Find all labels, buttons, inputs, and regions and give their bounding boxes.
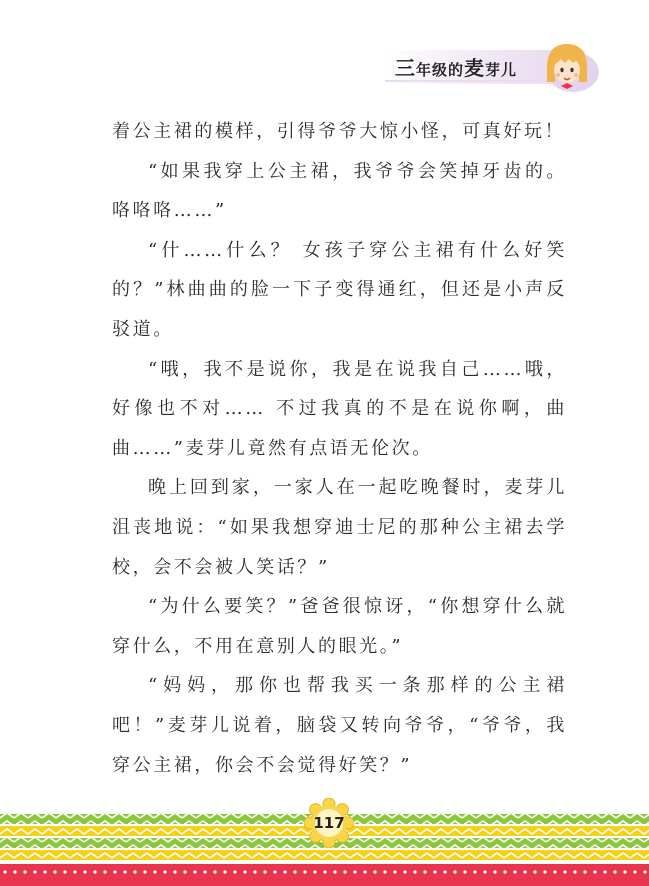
paragraph: “如果我穿上公主裙，我爷爷会笑掉牙齿的。咯咯咯……” bbox=[112, 160, 567, 222]
page-number: 117 bbox=[313, 814, 345, 832]
paragraph: “妈妈，那你也帮我买一条那样的公主裙吧！”麦芽儿说着，脑袋又转向爷爷，“爷爷，我穿公主裙，你会不会觉得好笑？” bbox=[112, 675, 567, 776]
story-text bbox=[112, 112, 567, 785]
paragraph: “什……什么？ 女孩子穿公主裙有什么好笑的？”林曲曲的脸一下子变得通红，但还是小声反驳道。 bbox=[112, 239, 567, 340]
girl-face-icon bbox=[533, 38, 601, 96]
book-title: 三年级的麦芽儿 bbox=[395, 56, 518, 80]
page-number-badge bbox=[304, 798, 354, 848]
paragraph: “为什么要笑？”爸爸很惊讶，“你想穿什么就穿什么，不用在意别人的眼光。” bbox=[112, 596, 567, 657]
book-header bbox=[385, 44, 603, 94]
paragraph: 晚上回到家，一家人在一起吃晚餐时，麦芽儿沮丧地说：“如果我想穿迪士尼的那种公主裙去学校，会不会被人笑话？” bbox=[112, 477, 567, 578]
paragraph: “哦，我不是说你，我是在说我自己……哦，好像也不对…… 不过我真的不是在说你啊，曲曲……”麦芽儿竟然有点语无伦次。 bbox=[112, 358, 567, 459]
paragraph: 着公主裙的模样，引得爷爷大惊小怪，可真好玩！ bbox=[112, 121, 566, 142]
